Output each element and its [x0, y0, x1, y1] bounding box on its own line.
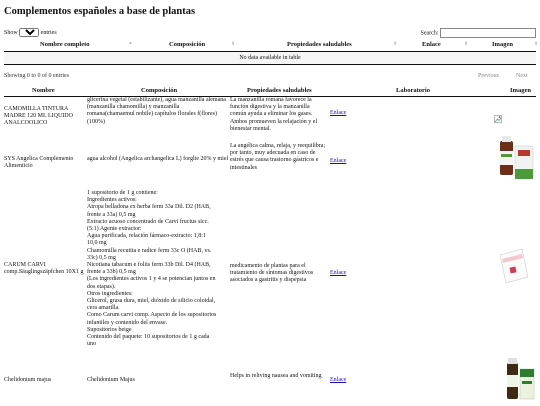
- row4-nombre: Chelidonium majus: [4, 377, 52, 383]
- page-title: Complementos españoles a base de plantas: [4, 6, 196, 17]
- row1-composicion: glicerina vegetal (estabilizante), agua manzanilla alemana (manzanilla chamomilla) y manzanilla romana(chamaemul nobile) capítulos florales f(flores) (100%): [87, 97, 226, 125]
- th-composicion[interactable]: Composición: [169, 41, 206, 48]
- t2-th-propiedades: Propiedades saludables: [247, 87, 312, 94]
- search-control: [421, 28, 537, 38]
- t2-th-laboratorio: Laboratorio: [396, 87, 430, 94]
- length-entries-label: entries: [40, 30, 57, 36]
- row3-nombre: CARUM CARVI comp.Säuglingszäpfchen 10X1 g: [4, 262, 84, 276]
- row3-enlace-link[interactable]: Enlace: [330, 270, 347, 276]
- th-propiedades[interactable]: Propiedades saludables: [287, 41, 352, 48]
- th-imagen[interactable]: Imagen: [492, 41, 513, 48]
- row2-enlace-link[interactable]: Enlace: [330, 158, 347, 164]
- table1-header: [4, 40, 539, 52]
- row3-composicion: 1 supositorio de 1 g contiene: Ingredientes activos: Atropa belladona ex herba ferm 33a Dil. D2 (HAB, frente a 33a) 0,5 mg Extracto acuoso concentrado de Carvi fructus sicc. (5:1) Agente extractor: Agua purificada, relación fármaco-extracto: 1,8:1 10,0 mg Chamomilla recutita e radice ferm 33c O (HAB, vs. 33c) 0,5 mg Nicotiana tabacum e foliis ferm 33b Dil. D4 (HAB, frente a 33b) 0,5 mg (Los ingredientes activos 1 y 4 se potencian juntos en dos etapas). Otros ingredientes: Glicerol, grasa dura, miel, dióxido de silicio coloidal, cera amarilla. Como Carum carvi comp. Aspecto de los supositorios infantiles y contenido del envase. Supositorios beige Contenido del paquete: 10 supositorios de 1 g cada uno: [87, 190, 217, 348]
- search-label: Search:: [420, 30, 439, 37]
- row1-nombre: CAMOMILLA TINTURA MADRE 120 ML LIQUIDO ANALCOOLICO: [4, 106, 73, 127]
- empty-row: No data available in table: [4, 52, 536, 65]
- row4-propiedades: Helps in reliving nausea and vomiting: [230, 373, 322, 379]
- previous-button[interactable]: Previous: [478, 73, 499, 79]
- search-input[interactable]: [440, 28, 536, 38]
- t2-th-imagen: Imagen: [510, 87, 531, 94]
- broken-image-icon: [494, 110, 502, 128]
- t2-th-nombre: Nombre: [32, 87, 55, 94]
- row2-composicion: agua alcohol (Angelica archangelica L) forglie 20% y miel: [87, 156, 229, 162]
- table-info: Showing 0 to 0 of 0 entries: [4, 73, 69, 79]
- length-show-label: Show: [4, 30, 18, 36]
- angelica-bottle-image: [495, 135, 537, 188]
- row2-nombre: SYS Angelica Complemento Alimenticio: [4, 156, 74, 170]
- row3-propiedades: medicamento de plantas para el tratamiento de síntomas digestivos asociados a gastritis y dispepsia: [230, 263, 314, 284]
- length-control: [4, 28, 57, 37]
- row4-enlace-link[interactable]: Enlace: [330, 377, 347, 383]
- chelidonium-bottle-image: [500, 357, 536, 406]
- sort-icon: ⬍: [393, 42, 398, 47]
- t2-th-composicion: Composición: [141, 87, 178, 94]
- sort-icon: ▲: [128, 41, 133, 46]
- th-nombre-completo[interactable]: Nombre completo: [40, 41, 90, 48]
- sort-icon: ⬍: [231, 42, 236, 47]
- sort-icon: ⬍: [464, 42, 469, 47]
- carum-carvi-box-image: [496, 245, 532, 292]
- th-enlace[interactable]: Enlace: [422, 41, 441, 48]
- row1-propiedades: La manzanilla romana favorece la función digestiva y la manzanilla común ayuda a eliminar los gases. Ambos promueven la relajación y el bienestar mental.: [230, 97, 318, 132]
- row2-propiedades: La angélica calma, relaja, y reequilibra; por tanto, muy adecuada en caso de estrés que causa trastorno gástricos e intestinales: [230, 143, 326, 171]
- sort-icon: ⬍: [534, 42, 539, 47]
- entries-select[interactable]: [19, 28, 39, 37]
- next-button[interactable]: Next: [516, 73, 528, 79]
- row1-enlace-link[interactable]: Enlace: [330, 110, 347, 116]
- row4-composicion: Chelidonium Majus: [87, 377, 135, 383]
